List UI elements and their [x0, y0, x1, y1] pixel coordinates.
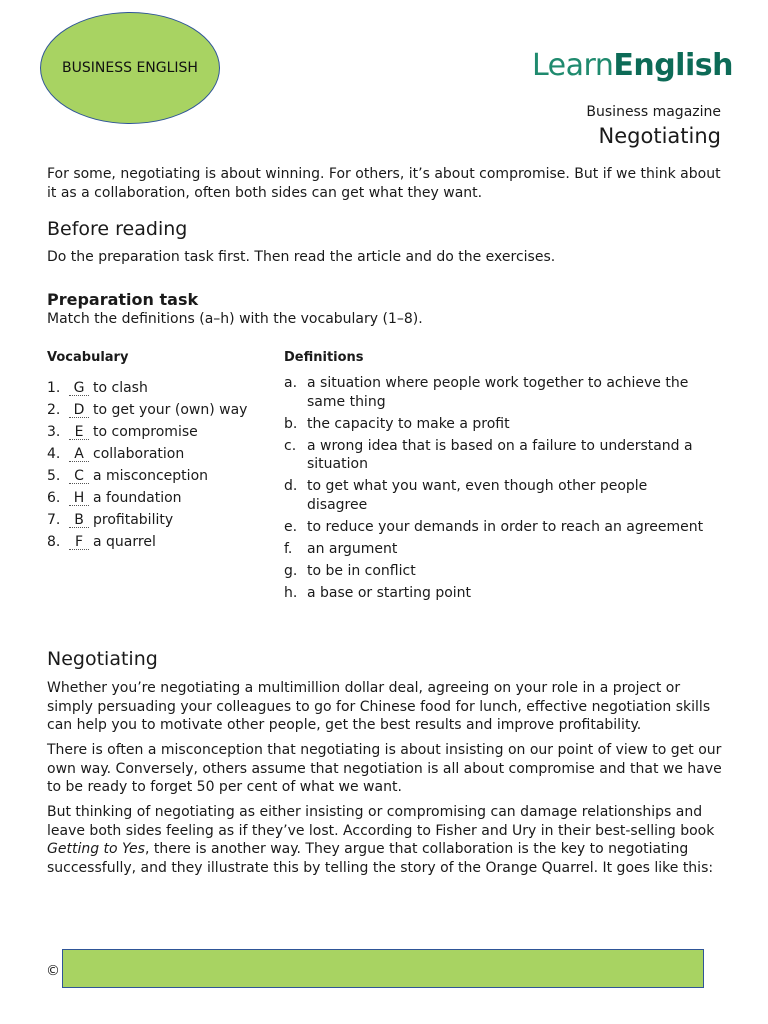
definition-text: a situation where people work together to achieve the same thing: [307, 375, 689, 410]
definition-item: [284, 518, 704, 537]
vocabulary-term: collaboration: [93, 446, 185, 462]
vocabulary-item: [47, 484, 277, 506]
definition-item: [284, 540, 704, 559]
vocabulary-term: to clash: [93, 380, 148, 396]
vocabulary-number: 1.: [47, 380, 61, 396]
vocabulary-term: to compromise: [93, 424, 198, 440]
p3-text-start: But thinking of negotiating as either insisting or compromising can damage relationships and leave both sides feeling as if they’ve lost. According to Fisher and Ury in their best-selling book: [47, 804, 715, 839]
answer-blank[interactable]: E: [69, 425, 89, 440]
definition-letter: g.: [284, 562, 298, 579]
vocabulary-term: a foundation: [93, 490, 182, 506]
logo-learn: Learn: [532, 48, 614, 83]
p3-text-end: , there is another way. They argue that collaboration is the key to negotiating successfully, and they illustrate this by telling the story of the Orange Quarrel. It goes like this:: [47, 841, 714, 876]
learnenglish-logo: [532, 48, 733, 83]
answer-blank[interactable]: C: [69, 469, 89, 484]
definition-letter: h.: [284, 584, 298, 601]
answer-blank[interactable]: H: [69, 491, 89, 506]
definition-letter: a.: [284, 375, 298, 391]
vocabulary-term: a misconception: [93, 468, 209, 484]
preparation-instruction: Match the definitions (a–h) with the vocabulary (1–8).: [47, 311, 423, 327]
definition-text: a base or starting point: [307, 584, 472, 601]
definition-letter: e.: [284, 518, 298, 535]
preparation-heading: Preparation task: [47, 290, 199, 309]
vocabulary-item: [47, 396, 277, 418]
page-title: Negotiating: [598, 124, 721, 148]
magazine-label: Business magazine: [586, 104, 721, 120]
definition-letter: b.: [284, 415, 298, 432]
badge-label: BUSINESS ENGLISH: [62, 60, 198, 76]
definition-item: [284, 562, 704, 581]
answer-blank[interactable]: G: [69, 381, 89, 396]
definition-item: [284, 415, 704, 434]
definition-text: the capacity to make a profit: [307, 415, 510, 432]
vocabulary-item: [47, 440, 277, 462]
vocabulary-list: [47, 374, 277, 550]
vocabulary-item: [47, 506, 277, 528]
definition-text: a wrong idea that is based on a failure to understand a situation: [307, 437, 693, 472]
article-paragraph-3: [47, 803, 725, 877]
vocabulary-number: 8.: [47, 534, 61, 550]
vocabulary-number: 4.: [47, 446, 61, 462]
vocabulary-heading: Vocabulary: [47, 350, 129, 365]
vocabulary-term: a quarrel: [93, 534, 156, 550]
definitions-heading: Definitions: [284, 350, 364, 365]
answer-blank[interactable]: A: [69, 447, 89, 462]
vocabulary-number: 7.: [47, 512, 61, 528]
vocabulary-item: [47, 418, 277, 440]
definition-text: to reduce your demands in order to reach an agreement: [307, 518, 704, 535]
vocabulary-number: 6.: [47, 490, 61, 506]
footer-bar: [62, 949, 704, 988]
article-paragraph-1: Whether you’re negotiating a multimillion dollar deal, agreeing on your role in a project or simply persuading your colleagues to go for Chinese food for lunch, effective negotiation skills can help you to motivate other people, get the best results and improve profitability.: [47, 680, 711, 733]
answer-blank[interactable]: D: [69, 403, 89, 418]
business-english-badge: [40, 12, 220, 124]
book-title: Getting to Yes: [47, 841, 145, 857]
article-paragraph-2: There is often a misconception that negotiating is about insisting on our point of view to get our own way. Conversely, others assume that negotiation is all about compromise and that we have to be ready to forget 50 per cent of what we want.: [47, 742, 722, 795]
definition-text: to be in conflict: [307, 562, 416, 579]
intro-paragraph: For some, negotiating is about winning. For others, it’s about compromise. But if we think about it as a collaboration, often both sides can get what they want.: [47, 166, 721, 201]
definition-letter: c.: [284, 437, 297, 454]
copyright-symbol: ©: [46, 963, 60, 979]
before-reading-heading: Before reading: [47, 218, 188, 240]
vocabulary-item: [47, 374, 277, 396]
definition-text: an argument: [307, 540, 398, 557]
answer-blank[interactable]: F: [69, 535, 89, 550]
vocabulary-number: 2.: [47, 402, 61, 418]
definition-item: [284, 374, 704, 411]
vocabulary-item: [47, 528, 277, 550]
definitions-list: [284, 374, 704, 606]
vocabulary-number: 3.: [47, 424, 61, 440]
definition-text: to get what you want, even though other people disagree: [307, 478, 648, 513]
definition-item: [284, 437, 704, 474]
definition-letter: d.: [284, 478, 298, 494]
logo-english: English: [613, 48, 733, 83]
vocabulary-item: [47, 462, 277, 484]
article-heading: Negotiating: [47, 648, 158, 670]
before-reading-text: Do the preparation task first. Then read the article and do the exercises.: [47, 249, 556, 265]
definition-item: [284, 584, 704, 603]
definition-letter: f.: [284, 540, 293, 557]
vocabulary-term: to get your (own) way: [93, 402, 248, 418]
answer-blank[interactable]: B: [69, 513, 89, 528]
vocabulary-number: 5.: [47, 468, 61, 484]
vocabulary-term: profitability: [93, 512, 174, 528]
definition-item: [284, 477, 704, 514]
